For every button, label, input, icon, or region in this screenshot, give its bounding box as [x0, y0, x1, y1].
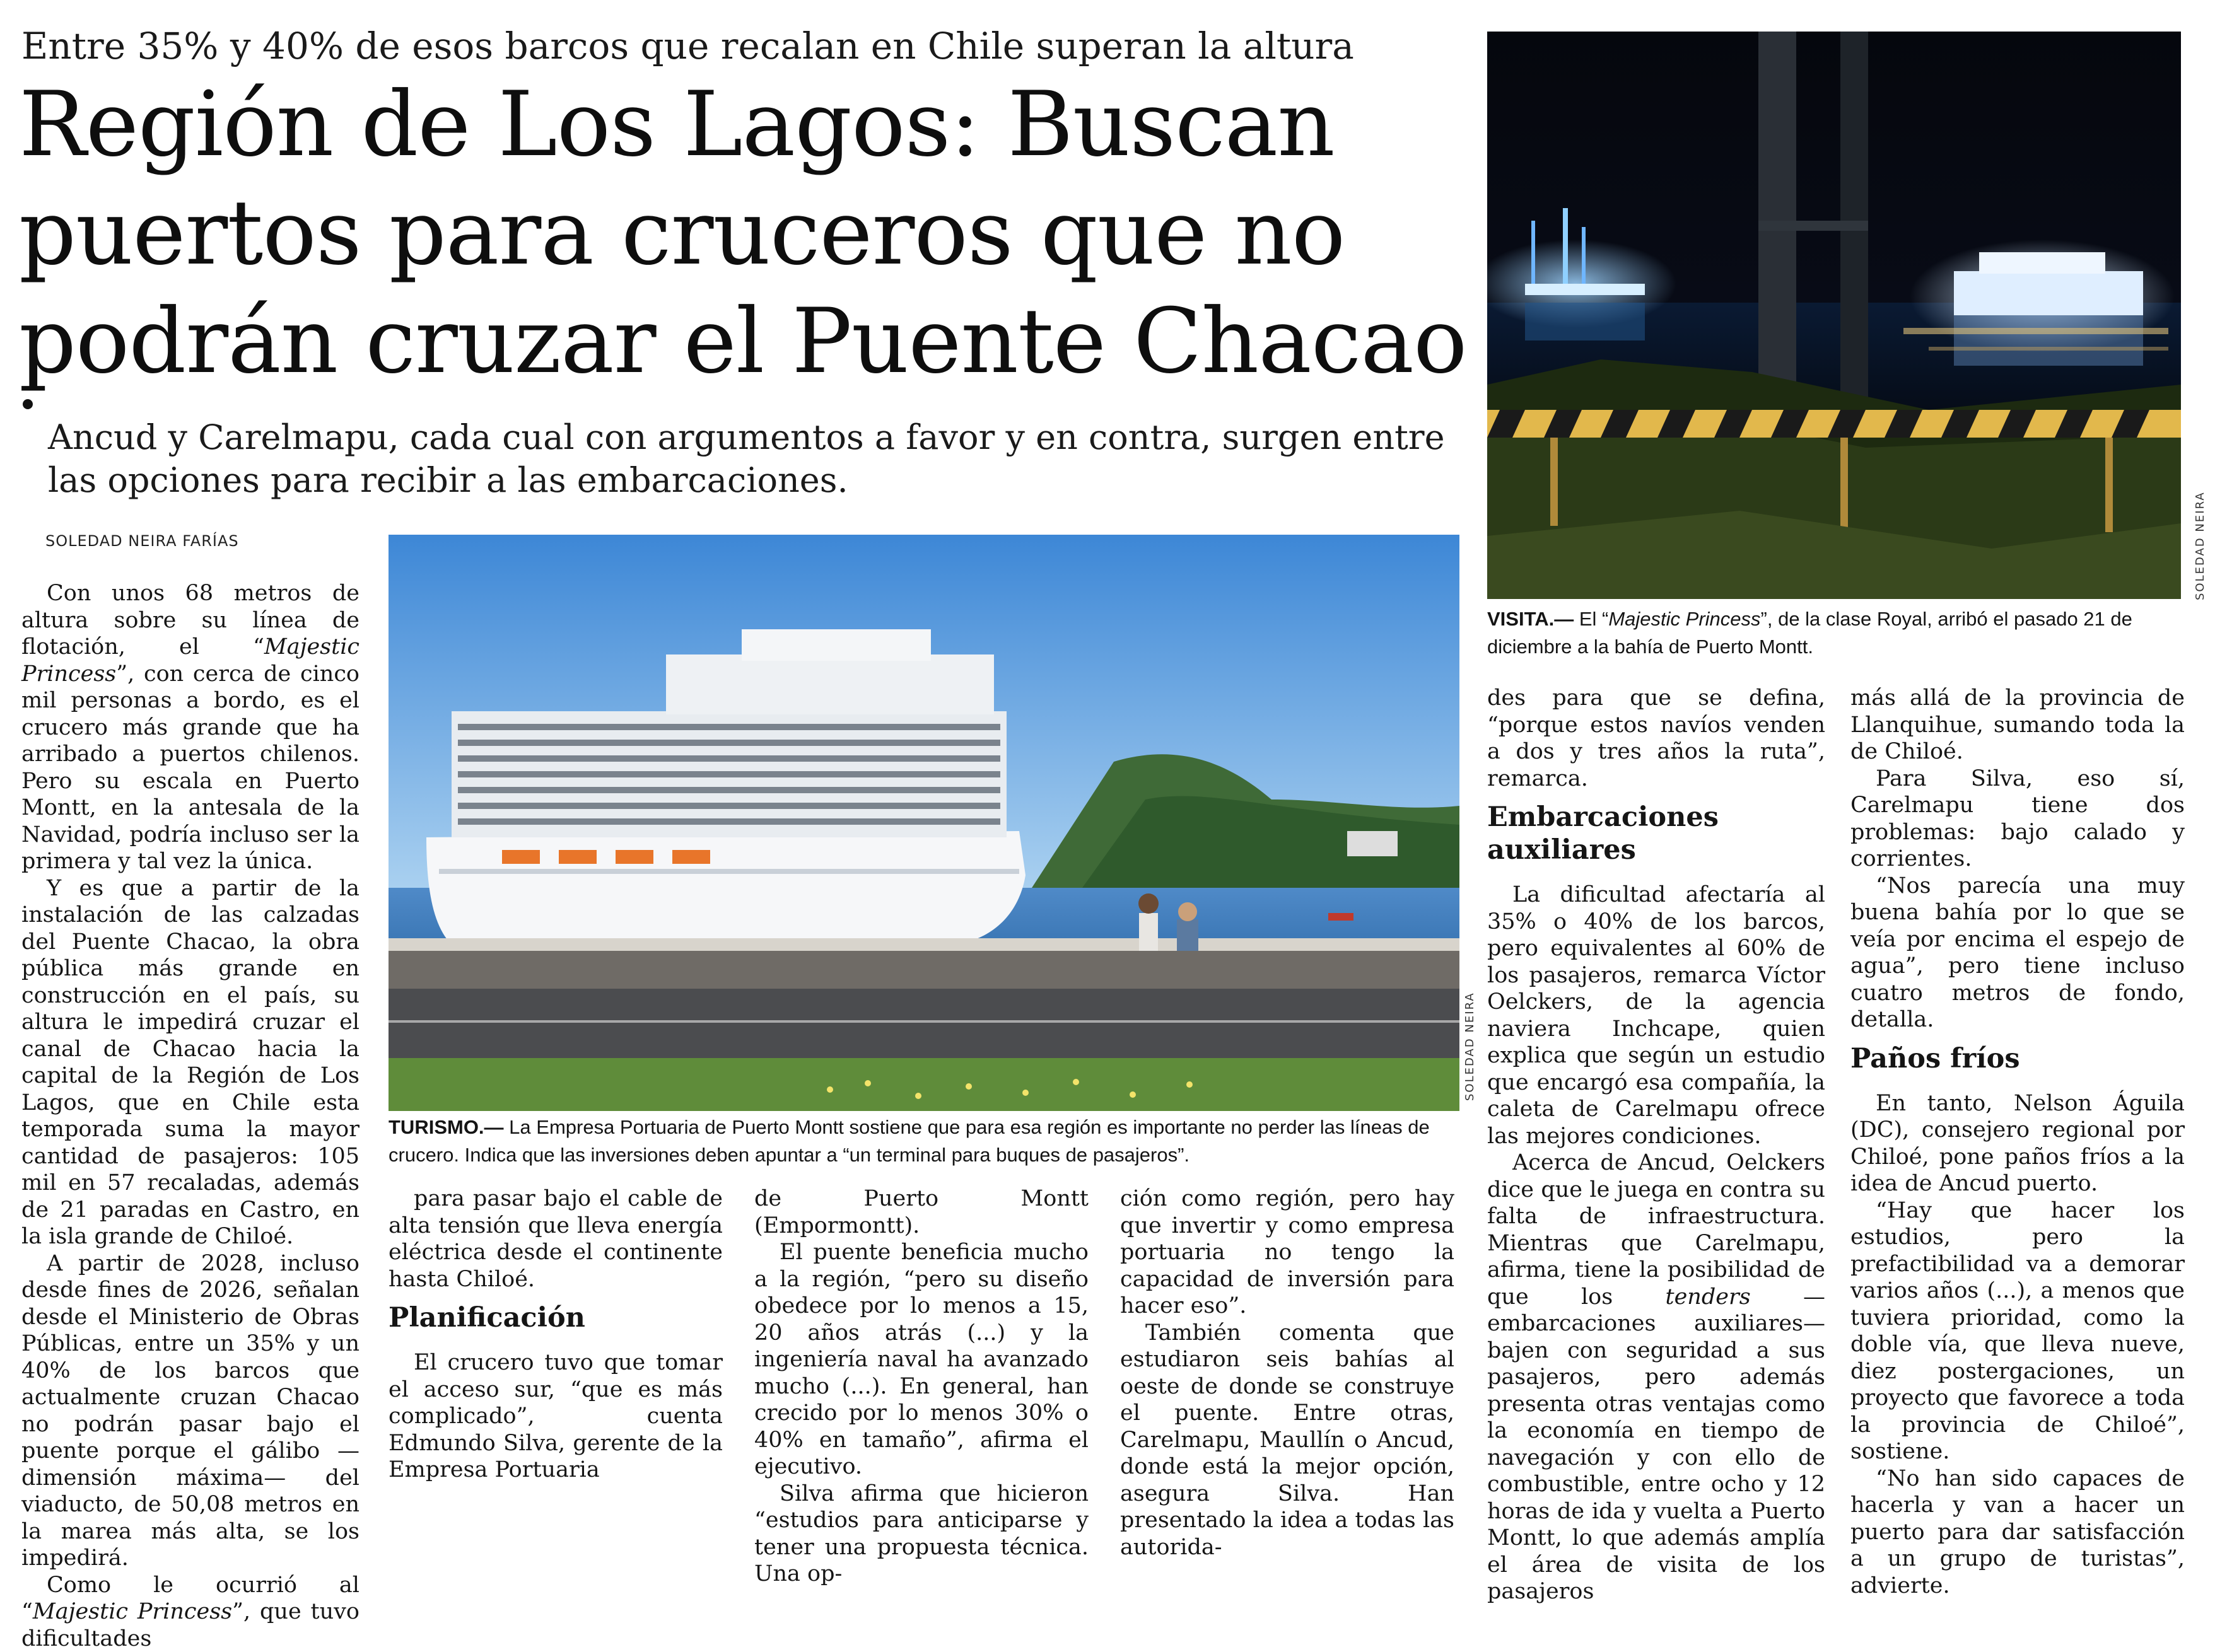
photo-night-caption: VISITA.— El “Majestic Princess”, de la clase Royal, arribó el pasado 21 de diciembre a la bahía de Puerto Montt.	[1487, 605, 2187, 661]
headline	[19, 71, 1482, 396]
paragraph: En tanto, Nelson Águila (DC), consejero regional por Chiloé, pone paños fríos a la idea de Ancud puerto.	[1850, 1090, 2185, 1197]
article-column-3	[754, 1185, 1089, 1588]
headline-line-3: podrán cruzar el Puente Chacao	[19, 288, 1482, 396]
paragraph: Para Silva, eso sí, Carelmapu tiene dos problemas: bajo calado y corrientes.	[1850, 765, 2185, 873]
photo-night-credit: SOLEDAD NEIRA	[2194, 491, 2207, 600]
paragraph: des para que se defina, “porque estos navíos venden a dos y tres años la ruta”, remarca.	[1487, 685, 1825, 792]
paragraph: Como le ocurrió al “Majestic Princess”, que tuvo dificultades	[21, 1572, 359, 1652]
kicker: Entre 35% y 40% de esos barcos que recalan en Chile superan la altura	[21, 23, 1472, 69]
article-column-4	[1120, 1185, 1454, 1561]
photo-main-caption: TURISMO.— La Empresa Portuaria de Puerto Montt sostiene que para esa región es importante no perder las líneas de crucero. Indica que las inversiones deben apuntar a “un terminal para buques de pasajeros”.	[389, 1114, 1461, 1169]
paragraph: “Hay que hacer los estudios, pero la prefactibilidad va a demorar varios años (...), a menos que tuviera prioridad, como la doble vía, que lleva nueve, diez postergaciones, un proyecto que favorece a toda la provincia de Chiloé”, sostiene.	[1850, 1197, 2185, 1465]
headline-line-1: Región de Los Lagos: Buscan	[19, 71, 1482, 179]
paragraph: Y es que a partir de la instalación de las calzadas del Puente Chacao, la obra pública más grande en construcción en el país, su altura le impedirá cruzar el canal de Chacao hacia la capital de la Región de Los Lagos, que en Chile esta temporada suma la mayor cantidad de pasajeros: 105 mil en 57 recaladas, además de 21 paradas en Castro, en la isla grande de Chiloé.	[21, 875, 359, 1250]
deck: Ancud y Carelmapu, cada cual con argumentos a favor y en contra, surgen entre las opciones para recibir a las embarcaciones.	[48, 416, 1461, 502]
article-column-5	[1487, 685, 1825, 1605]
paragraph: También comenta que estudiaron seis bahías al oeste de donde se construye el puente. Entre otras, Carelmapu, Maullín o Ancud, donde está la mejor opción, asegura Silva. Han presentado la idea a todas las autorida-	[1120, 1320, 1454, 1561]
subheading: Planificación	[389, 1301, 723, 1334]
photo-night-port	[1487, 32, 2181, 599]
paragraph: para pasar bajo el cable de alta tensión que lleva energía eléctrica desde el continente hasta Chiloé.	[389, 1185, 723, 1293]
photo-main-credit: SOLEDAD NEIRA	[1463, 992, 1476, 1101]
headline-line-2: puertos para cruceros que no	[19, 179, 1482, 288]
paragraph: ción como región, pero hay que invertir y como empresa portuaria no tengo la capacidad de inversión para hacer eso”.	[1120, 1185, 1454, 1320]
paragraph: de Puerto Montt (Empormontt).	[754, 1185, 1089, 1239]
byline: SOLEDAD NEIRA FARÍAS	[45, 532, 399, 550]
paragraph: El crucero tuvo que tomar el acceso sur, “que es más complicado”, cuenta Edmundo Silva, gerente de la Empresa Portuaria	[389, 1349, 723, 1484]
paragraph: “No han sido capaces de hacerla y van a hacer un puerto para dar satisfacción a un grupo de turistas”, advierte.	[1850, 1465, 2185, 1600]
paragraph: El puente beneficia mucho a la región, “pero su diseño obedece por lo menos a 15, 20 años atrás (...) y la ingeniería naval ha avanzado mucho (...). En general, han crecido por lo menos 30% o 40% en tamaño”, afirma el ejecutivo.	[754, 1239, 1089, 1480]
article-column-1	[21, 580, 359, 1652]
subheading: Paños fríos	[1850, 1042, 2185, 1075]
article-column-6	[1850, 685, 2185, 1599]
subheading: Embarcaciones auxiliares	[1487, 801, 1825, 866]
photo-cruise-ship	[389, 535, 1459, 1111]
paragraph: “Nos parecía una muy buena bahía por lo que se veía por encima el espejo de agua”, pero tiene incluso cuatro metros de fondo, detalla.	[1850, 873, 2185, 1033]
caption-label: TURISMO.—	[389, 1116, 504, 1138]
paragraph: La dificultad afectaría al 35% o 40% de los barcos, pero equivalentes al 60% de los pasajeros, remarca Víctor Oelckers, de la agencia naviera Inchcape, quien explica que según un estudio que encargó esa compañía, la caleta de Carelmapu ofrece las mejores condiciones.	[1487, 881, 1825, 1149]
deck-bullet	[23, 399, 33, 409]
paragraph: más allá de la provincia de Llanquihue, sumando toda la de Chiloé.	[1850, 685, 2185, 765]
article-column-2	[389, 1185, 723, 1484]
paragraph: Acerca de Ancud, Oelckers dice que le juega en contra su falta de infraestructura. Mientras que Carelmapu, afirma, tiene la posibilidad de que los tenders —embarcaciones auxiliares— bajen con seguridad a sus pasajeros, pero además presenta otras ventajas como la economía en tiempo de navegación y con ello de combustible, entre ocho y 12 horas de ida y vuelta a Puerto Montt, lo que además amplía el área de visita de los pasajeros	[1487, 1149, 1825, 1605]
caption-label: VISITA.—	[1487, 608, 1574, 630]
paragraph: Silva afirma que hicieron “estudios para anticiparse y tener una propuesta técnica. Una op-	[754, 1480, 1089, 1588]
paragraph: A partir de 2028, incluso desde fines de 2026, señalan desde el Ministerio de Obras Públicas, entre un 35% y un 40% de los barcos que actualmente cruzan Chacao no podrán pasar bajo el puente porque el gálibo —dimensión máxima— del viaducto, de 50,08 metros en la marea más alta, se los impedirá.	[21, 1250, 359, 1572]
paragraph: Con unos 68 metros de altura sobre su línea de flotación, el “Majestic Princess”, con cerca de cinco mil personas a bordo, es el crucero más grande que ha arribado a puertos chilenos. Pero su escala en Puerto Montt, en la antesala de la Navidad, podría incluso ser la primera y tal vez la única.	[21, 580, 359, 875]
